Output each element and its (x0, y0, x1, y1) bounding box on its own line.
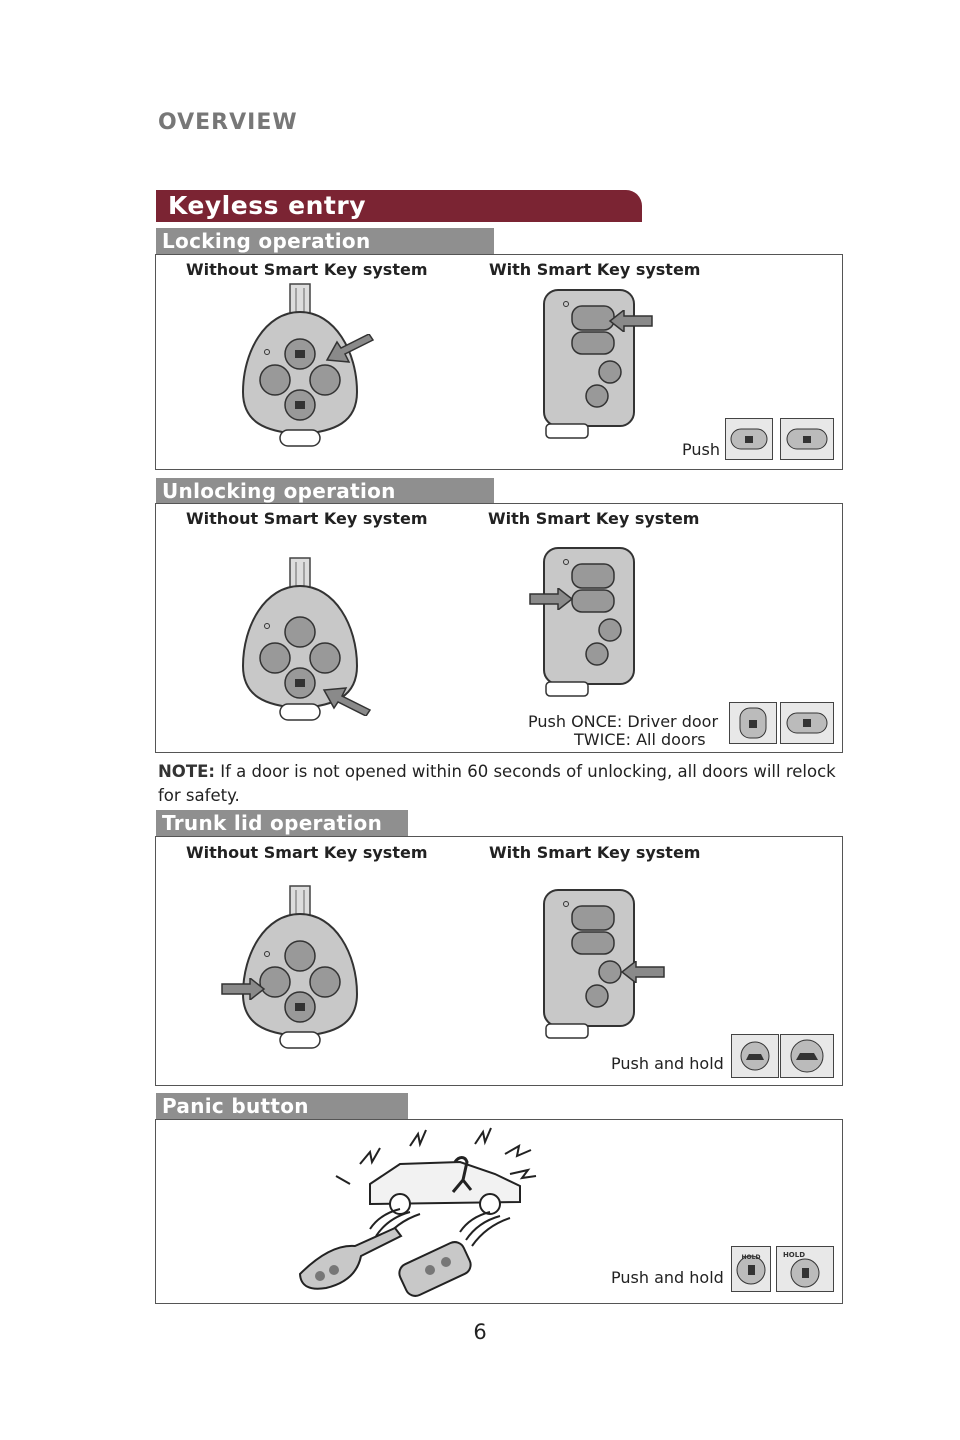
unlock-button-box (729, 702, 777, 744)
lock-icon (730, 428, 768, 450)
locking-banner (156, 228, 494, 255)
unlocking-without-label: Without Smart Key system (186, 509, 428, 528)
trunk-car-icon (787, 1038, 827, 1074)
unlocking-with-label: With Smart Key system (488, 509, 700, 528)
panic-horn-icon (780, 1249, 830, 1289)
unlocking-instruction-line2: TWICE: All doors (574, 730, 706, 749)
locking-instruction: Push (682, 440, 720, 459)
trunk-without-label: Without Smart Key system (186, 843, 428, 862)
locking-title: Locking operation (162, 229, 371, 253)
locking-smart-arrow (608, 310, 654, 332)
panic-button-box-smart (776, 1246, 834, 1292)
trunk-banner (156, 810, 408, 837)
unlocking-fob-arrow (322, 684, 372, 716)
trunk-smart-arrow (620, 961, 666, 983)
key-fob-illustration (235, 282, 375, 460)
panic-title: Panic button (162, 1094, 309, 1118)
panic-alarm-car-illustration (290, 1124, 560, 1302)
note-text: If a door is not opened within 60 seconds of unlocking, all doors will relock for safety. (158, 762, 836, 805)
locking-without-label: Without Smart Key system (186, 260, 428, 279)
unlock-button-box-smart (780, 702, 834, 744)
locking-with-label: With Smart Key system (489, 260, 701, 279)
note-label: NOTE: (158, 762, 215, 781)
unlock-icon (738, 706, 768, 740)
unlocking-banner (156, 478, 494, 505)
panic-banner (156, 1093, 408, 1120)
hold-label: HOLD (782, 1251, 806, 1259)
panic-horn-icon (734, 1250, 768, 1288)
trunk-fob-arrow (220, 978, 266, 1000)
lock-button-box (725, 418, 773, 460)
page-section-title: OVERVIEW (158, 110, 298, 135)
unlocking-smart-arrow (528, 588, 574, 610)
main-title: Keyless entry (168, 191, 367, 220)
locking-fob-arrow (325, 334, 375, 366)
main-title-banner (156, 190, 642, 222)
page-number: 6 (473, 1320, 487, 1344)
key-fob-illustration (235, 884, 375, 1062)
lock-icon (786, 428, 828, 450)
trunk-button-box (731, 1034, 779, 1078)
trunk-car-icon (739, 1039, 771, 1073)
trunk-with-label: With Smart Key system (489, 843, 701, 862)
lock-button-box-smart (780, 418, 834, 460)
hold-label: HOLD (741, 1254, 761, 1261)
panic-button-box (731, 1246, 771, 1292)
unlocking-instruction-line1: Push ONCE: Driver door (528, 712, 719, 731)
smart-key-illustration (542, 546, 638, 698)
unlock-icon (786, 712, 828, 734)
unlocking-title: Unlocking operation (162, 479, 396, 503)
note-paragraph (158, 760, 838, 808)
trunk-instruction: Push and hold (611, 1054, 724, 1073)
trunk-button-box-smart (780, 1034, 834, 1078)
trunk-title: Trunk lid operation (162, 811, 383, 835)
panic-instruction: Push and hold (611, 1268, 724, 1287)
